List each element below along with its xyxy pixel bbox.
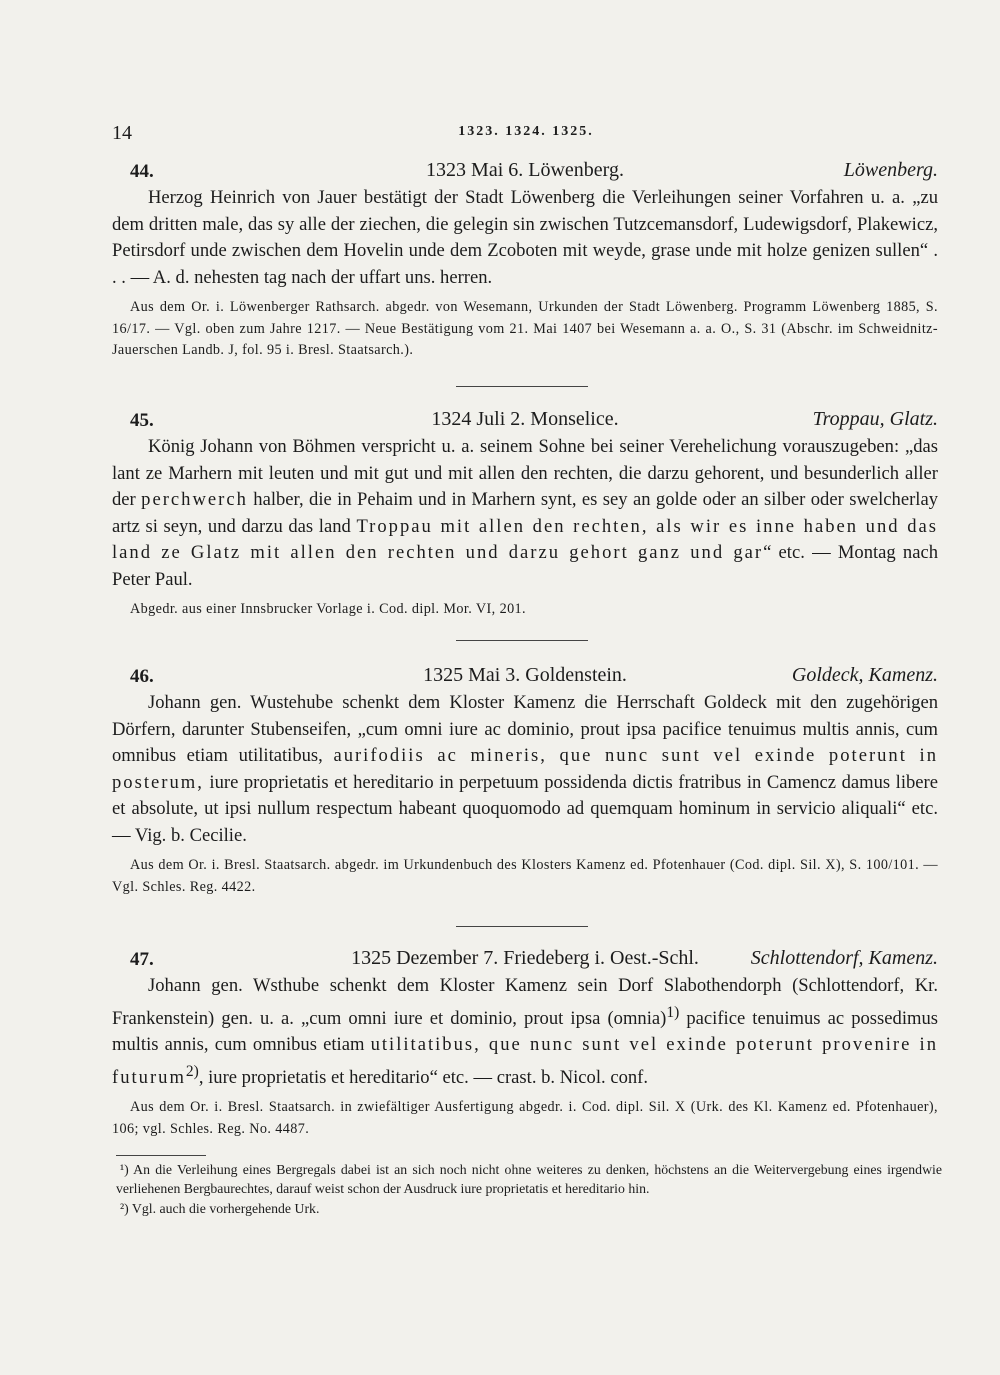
entry-number: 44.: [130, 161, 154, 182]
entry-date-place: 1325 Mai 3. Goldenstein.: [423, 664, 627, 686]
separator-rule: [456, 926, 588, 927]
entry-date-place: 1325 Dezember 7. Friedeberg i. Oest.-Schl.: [351, 947, 699, 969]
spaced-text: aurifodiis ac mineris, que nunc sunt vel exinde poterunt in posterum,: [112, 745, 938, 793]
entry-recipient: Schlottendorf, Kamenz.: [750, 947, 938, 969]
entry-recipient: Goldeck, Kamenz.: [791, 664, 938, 686]
text-segment: , iure proprietatis et hereditario“ etc. — crast. b. Nicol. conf.: [198, 1066, 649, 1088]
separator-rule: [456, 640, 588, 641]
footnote-ref: 2): [185, 1062, 199, 1080]
entry-text: Herzog Heinrich von Jauer bestätigt der Stadt Löwenberg die Verleihungen seiner Vorfahren u. a. „zu dem dritten male, das sy alle der ziechen, die gelegin sin zwischen Tutzcemansdorf, Ludewigsdorf, Plakewicz, Petirsdorf unde zwischen dem Hovelin unde dem Zcoboten mit weyde, grase unde mit holze genizen sullen“ . . . — A. d. nehesten tag nach der uffart uns. herren.: [112, 187, 938, 288]
separator-rule: [456, 386, 588, 387]
page-header: [112, 122, 940, 152]
footnote-2: ²) Vgl. auch die vorhergehende Urk.: [120, 1201, 320, 1216]
entry-44: [112, 155, 938, 362]
footnotes: [116, 1160, 942, 1219]
entry-recipient: Löwenberg.: [843, 159, 938, 181]
text-segment: iure proprietatis et hereditario in perpetuum possidenda dictis fratribus in Camencz damus libere et absolute, ut ipsi nullum respectum habeant quoquomodo ad quemquam hominum in servicio aliquali“ etc. — Vig. b. Cecilie.: [112, 771, 938, 846]
entry-46: [112, 660, 938, 898]
entry-date-place: 1324 Juli 2. Monselice.: [431, 408, 619, 430]
entry-source: Aus dem Or. i. Löwenberger Rathsarch. abgedr. von Wesemann, Urkunden der Stadt Löwenberg. Programm Löwenberg 1885, S. 16/17. — Vgl. oben zum Jahre 1217. — Neue Bestätigung vom 21. Mai 1407 bei Wesemann a. a. O., S. 31 (Abschr. im Schweidnitz-Jauerschen Landb. J, fol. 95 i. Bresl. Staatsarch.).: [112, 299, 938, 358]
entry-heading: [112, 404, 938, 434]
text-segment: “ etc. — Montag nach Peter Paul.: [112, 542, 939, 590]
entry-47: [112, 943, 938, 1140]
text-segment: Johann gen. Wustehube schenkt dem Kloster Kamenz die Herrschaft Goldeck mit den zugehörigen Dörfern, darunter Stubenseifen, „cum omni iure ac dominio, prout ipsa pacifice tenuimus multis annis, cum omnibus etiam utilitatibus,: [112, 692, 938, 766]
text-segment: Johann gen. Wsthube schenkt dem Kloster Kamenz sein Dorf Slabothendorph (Schlottendorf, Kr. Frankenstein) gen. u. a. „cum omni iure et dominio, prout ipsa (omnia): [112, 975, 938, 1029]
footnote-1: ¹) An die Verleihung eines Bergregals dabei ist an sich noch nicht ohne weiteres zu denken, höchstens an die Weitervergebung eines irgendwie verliehenen Bergbaurechtes, darauf weist schon der Ausdruck iure proprietatis et hereditario hin.: [116, 1162, 942, 1196]
entry-45: [112, 404, 938, 621]
footnote-rule: [116, 1155, 206, 1156]
entry-heading: [112, 943, 938, 973]
entry-text: [112, 690, 938, 849]
entry-source: Aus dem Or. i. Bresl. Staatsarch. abgedr. im Urkundenbuch des Klosters Kamenz ed. Pfotenhauer (Cod. dipl. Sil. X), S. 100/101. — Vgl. Schles. Reg. 4422.: [112, 857, 938, 895]
entry-text: [112, 434, 938, 593]
spaced-text: perchwerch: [141, 489, 248, 510]
text-segment: halber, die in Pehaim und in Marhern synt, es sey an golde oder an silber oder swelcherlay artz si seyn, und darzu das land: [112, 489, 938, 537]
entry-date-place: 1323 Mai 6. Löwenberg.: [426, 159, 624, 181]
entry-number: 46.: [130, 666, 154, 687]
running-head: 1323. 1324. 1325.: [458, 124, 594, 139]
footnote-ref: 1): [666, 1003, 680, 1021]
entry-number: 45.: [130, 410, 154, 431]
text-segment: König Johann von Böhmen verspricht u. a. seinem Sohne bei seiner Verehelichung vorauszugeben: „das lant ze Marhern mit leuten und mit gut und mit allen den rechten, die darzu gehorent, und besunderlich aller der: [112, 436, 938, 510]
entry-recipient: Troppau, Glatz.: [812, 408, 938, 430]
text-segment: pacifice tenuimus ac possedimus multis annis, cum omnibus etiam: [112, 1007, 938, 1056]
entry-text: [112, 973, 938, 1091]
spaced-text: utilitatibus, que nunc sunt vel exinde poterunt provenire in futurum: [112, 1034, 939, 1088]
entry-number: 47.: [130, 949, 154, 970]
page-number: 14: [112, 122, 132, 144]
entry-source: Aus dem Or. i. Bresl. Staatsarch. in zwiefältiger Ausfertigung abgedr. i. Cod. dipl. Sil. X (Urk. des Kl. Kamenz ed. Pfotenhauer), 106; vgl. Schles. Reg. No. 4487.: [112, 1099, 938, 1137]
entry-heading: [112, 155, 938, 185]
spaced-text: Troppau mit allen den rechten, als wir es inne haben und das land ze Glatz mit allen den rechten und darzu gehort ganz und gar: [112, 515, 938, 563]
entry-heading: [112, 660, 938, 690]
entry-source: Abgedr. aus einer Innsbrucker Vorlage i. Cod. dipl. Mor. VI, 201.: [130, 601, 527, 617]
